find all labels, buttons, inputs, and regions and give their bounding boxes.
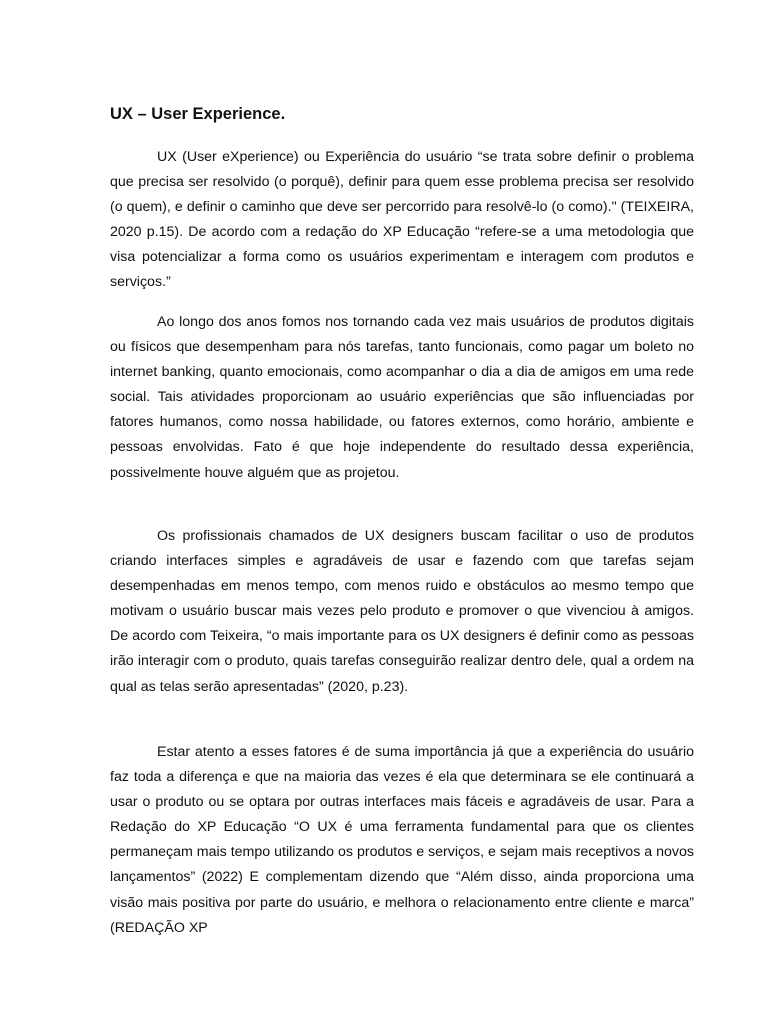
- paragraph-ux-designers: Os profissionais chamados de UX designers buscam facilitar o uso de produtos criando interfaces simples e agradáveis de usar e fazendo com que tarefas sejam desempenhadas em menos tempo, com menos ruido e obstáculos ao mesmo tempo que motivam o usuário buscar mais vezes pelo produto e promover o que vivenciou à amigos. De acordo com Teixeira, “o mais importante para os UX designers é definir como as pessoas irão interagir com o produto, quais tarefas conseguirão realizar dentro dele, qual a ordem na qual as telas serão apresentadas” (2020, p.23).: [110, 528, 694, 695]
- paragraph-ux-definition: UX (User eXperience) ou Experiência do usuário “se trata sobre definir o problema que precisa ser resolvido (o porquê), definir para quem esse problema precisa ser resolvido (o quem), e definir o caminho que deve ser percorrido para resolvê-lo (o como)." (TEIXEIRA, 2020 p.15). De acordo com a redação do XP Educação “refere-se a uma metodologia que visa potencializar a forma como os usuários experimentam e interagem com produtos e serviços.”: [110, 149, 694, 291]
- paragraph-digital-products: Ao longo dos anos fomos nos tornando cada vez mais usuários de produtos digitais ou físicos que desempenham para nós tarefas, tanto funcionais, como pagar um boleto no internet banking, quanto emocionais, como acompanhar o dia a dia de amigos em uma rede social. Tais atividades proporcionam ao usuário experiências que são influenciadas por fatores humanos, como nossa habilidade, ou fatores externos, como horário, ambiente e pessoas envolvidas. Fato é que hoje independente do resultado dessa experiência, possivelmente houve alguém que as projetou.: [110, 314, 694, 481]
- paragraph-ux-importance: Estar atento a esses fatores é de suma importância já que a experiência do usuário faz toda a diferença e que na maioria das vezes é ela que determinara se ele continuará a usar o produto ou se optara por outras interfaces mais fáceis e agradáveis de usar. Para a Redação do XP Educação “O UX é uma ferramenta fundamental para que os clientes permaneçam mais tempo utilizando os produtos e serviços, e sejam mais receptivos a novos lançamentos” (2022) E complementam dizendo que “Além disso, ainda proporciona uma visão mais positiva por parte do usuário, e melhora o relacionamento entre cliente e marca” (REDAÇÃO XP: [110, 744, 694, 936]
- section-heading: UX – User Experience.: [110, 105, 286, 123]
